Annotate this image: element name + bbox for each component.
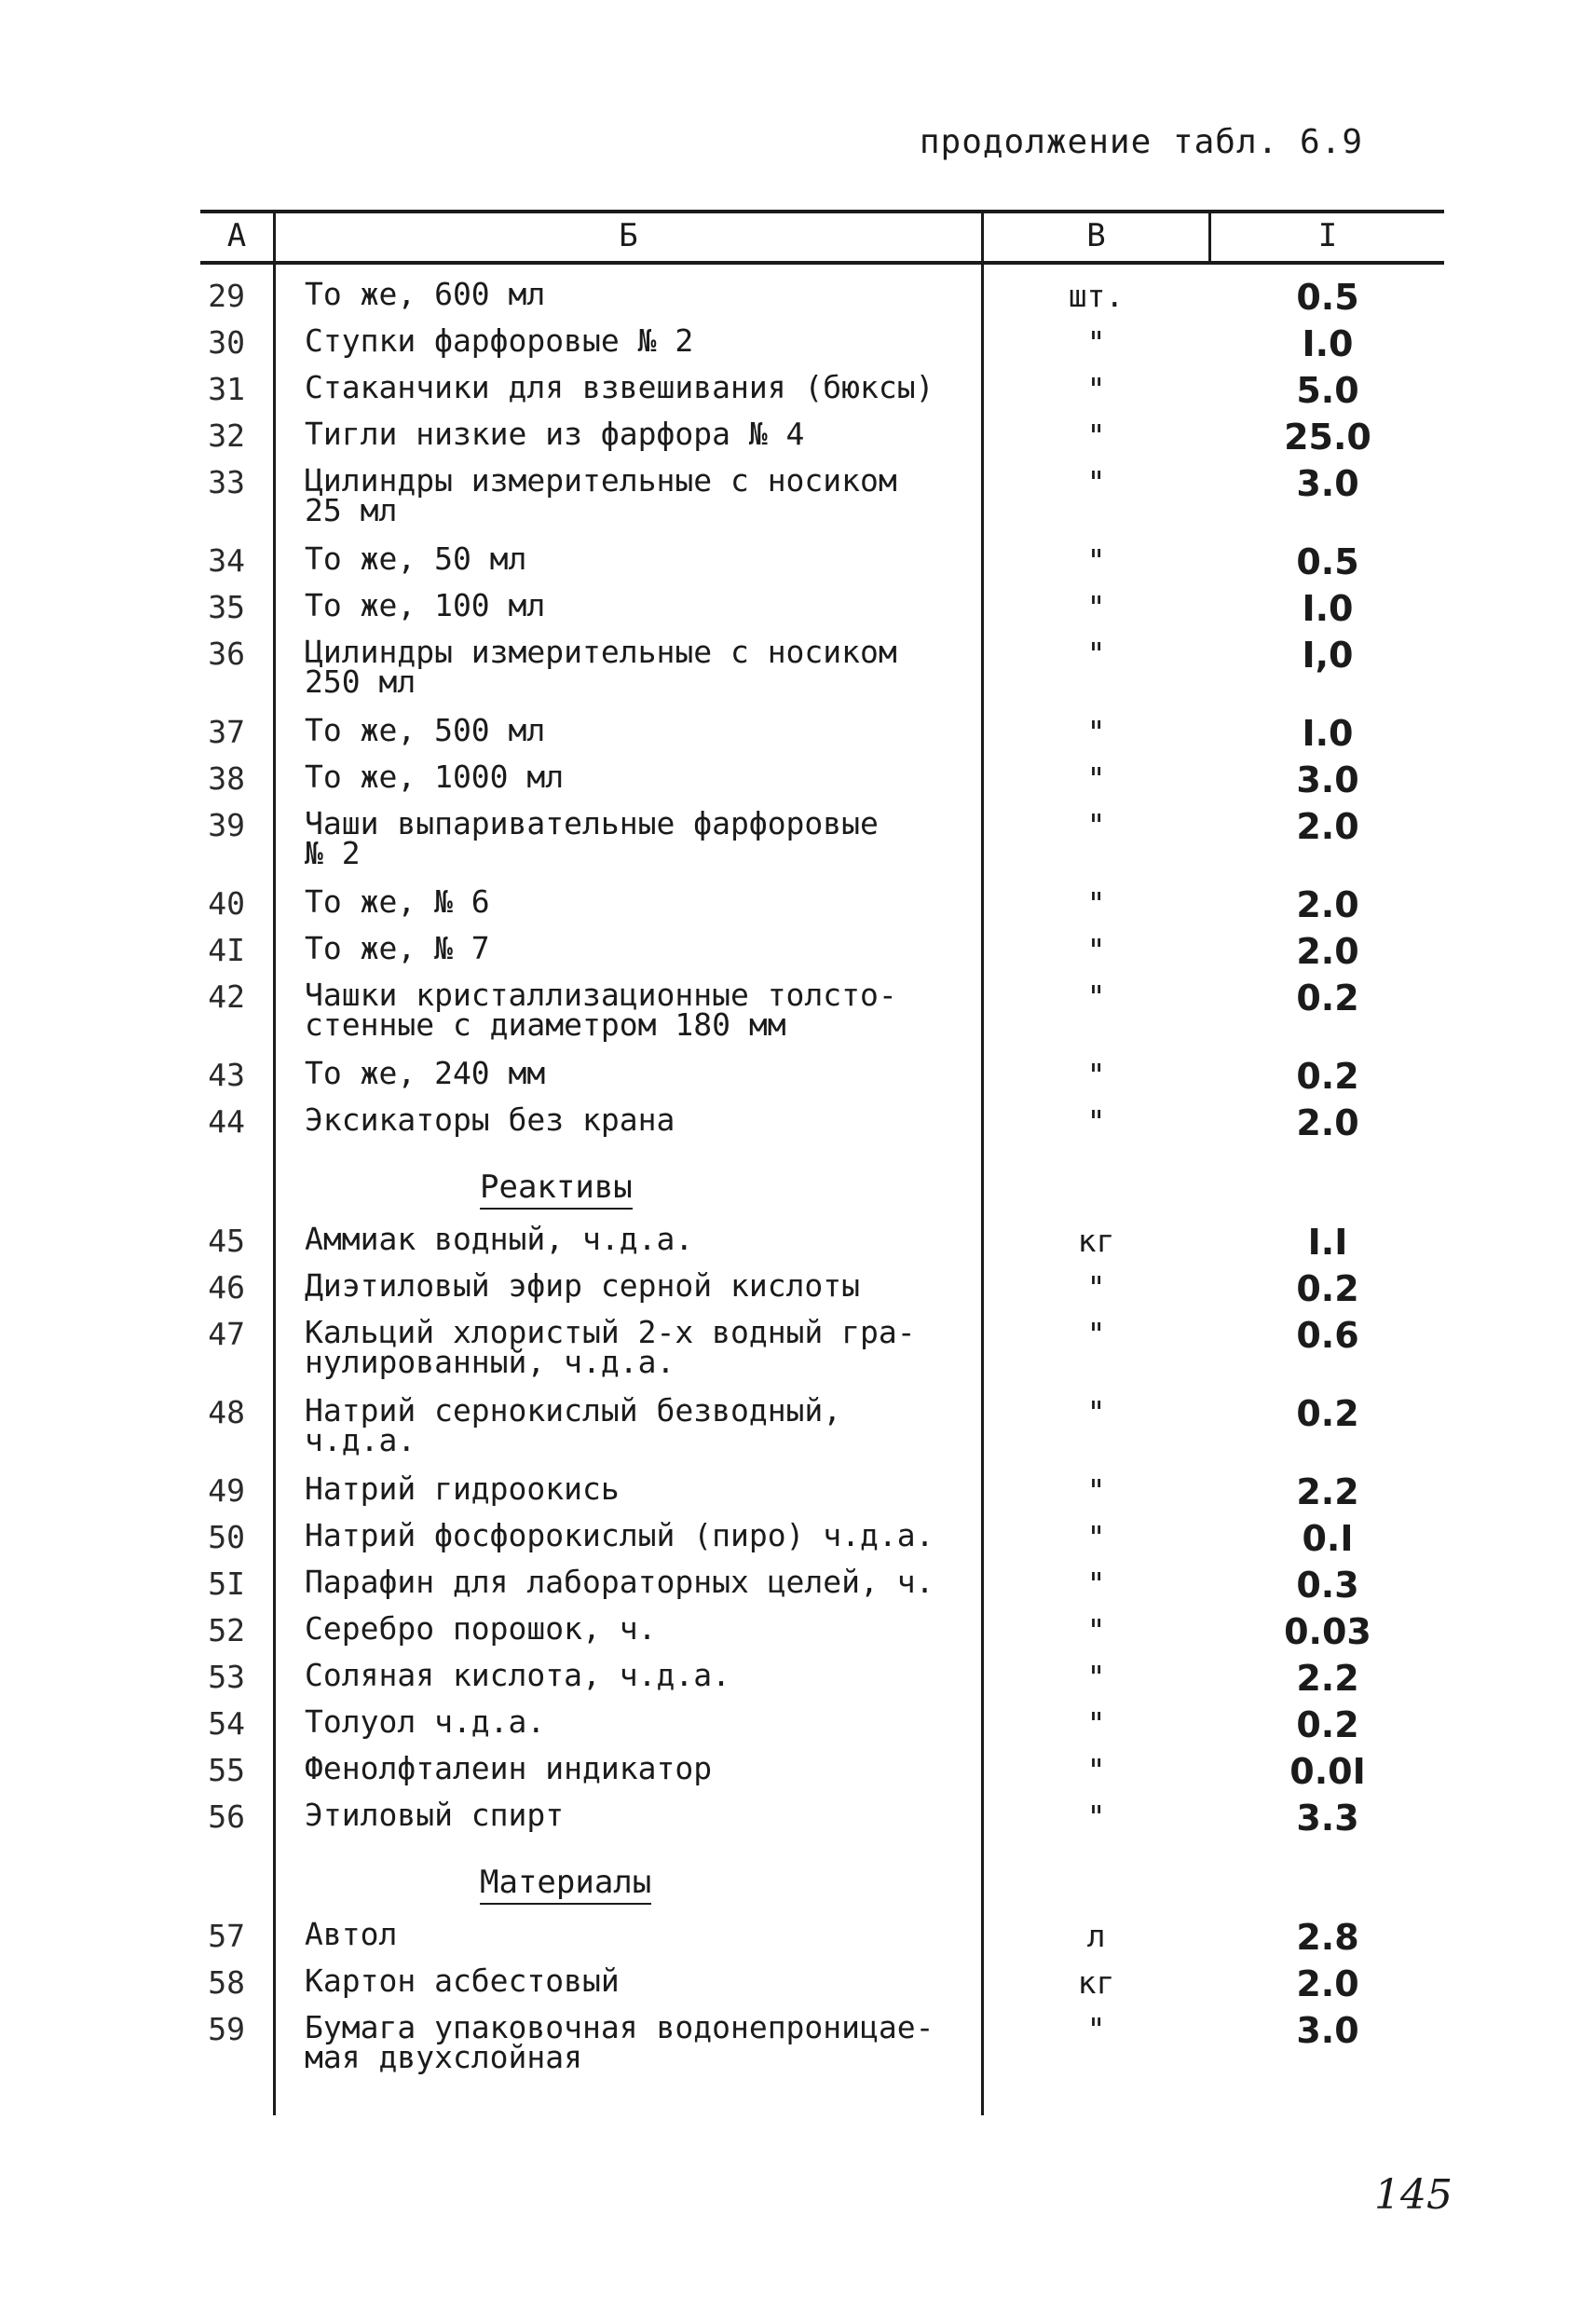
table-row [200, 322, 1444, 373]
row-number: 32 [208, 417, 245, 454]
table-row [200, 1470, 1444, 1521]
row-group-reagents [200, 1221, 1444, 1847]
section-title-reagents: Реактивы [480, 1169, 633, 1210]
row-quantity: 3.3 [1296, 1798, 1359, 1839]
row-item-name: Чашки кристаллизационные толсто- стенные с диаметром 180 мм [305, 977, 897, 1043]
table-row [200, 462, 1444, 544]
row-quantity: I.0 [1302, 588, 1354, 629]
row-unit: " [1086, 417, 1106, 454]
row-number: 40 [208, 885, 245, 922]
row-item-name: Эксикаторы без крана [305, 1101, 675, 1138]
row-item-name: Чаши выпаривательные фарфоровые № 2 [305, 805, 879, 871]
row-number: 33 [208, 464, 245, 500]
row-unit: " [1086, 885, 1106, 922]
table-row [200, 416, 1444, 466]
row-item-name: Соляная кислота, ч.д.а. [305, 1657, 730, 1693]
row-quantity: 0.3 [1296, 1565, 1359, 1606]
section-title-materials: Материалы [480, 1864, 651, 1905]
row-quantity: 0.0I [1289, 1751, 1366, 1792]
row-item-name: То же, 240 мм [305, 1055, 546, 1091]
row-quantity: 2.0 [1296, 931, 1359, 972]
row-item-name: Кальций хлористый 2-х водный гра- нулированный, ч.д.а. [305, 1314, 916, 1380]
table-row [200, 1564, 1444, 1614]
row-item-name: Стаканчики для взвешивания (бюксы) [305, 369, 934, 405]
row-number: 49 [208, 1472, 245, 1509]
row-unit: " [1086, 714, 1106, 750]
table-row [200, 805, 1444, 887]
row-unit: " [1086, 324, 1106, 361]
row-number: 54 [208, 1705, 245, 1742]
table-row [200, 977, 1444, 1059]
row-number: 56 [208, 1798, 245, 1835]
row-unit: л [1086, 1918, 1106, 1954]
row-number: 30 [208, 324, 245, 361]
row-item-name: Диэтиловый эфир серной кислоты [305, 1267, 861, 1304]
table-row [200, 1221, 1444, 1271]
table-row [200, 1267, 1444, 1318]
row-number: 36 [208, 636, 245, 672]
row-number: 46 [208, 1269, 245, 1306]
row-item-name: Толуол ч.д.а. [305, 1703, 546, 1740]
row-quantity: 2.0 [1296, 884, 1359, 925]
equipment-table [200, 210, 1444, 2115]
row-item-name: Парафин для лабораторных целей, ч. [305, 1564, 934, 1600]
row-unit: кг [1077, 1964, 1115, 2001]
table-row [200, 369, 1444, 419]
row-number: 34 [208, 542, 245, 579]
row-number: 52 [208, 1612, 245, 1648]
row-unit: " [1086, 1057, 1106, 1093]
row-quantity: 25.0 [1284, 417, 1371, 458]
table-row [200, 1962, 1444, 2013]
row-quantity: I,0 [1302, 635, 1354, 676]
row-unit: " [1086, 371, 1106, 407]
table-row [200, 540, 1444, 591]
row-quantity: 0.I [1302, 1518, 1354, 1559]
row-quantity: 2.2 [1296, 1658, 1359, 1699]
row-item-name: Картон асбестовый [305, 1962, 620, 1999]
row-unit: " [1086, 1103, 1106, 1140]
row-item-name: Натрий гидроокись [305, 1470, 620, 1507]
row-item-name: Натрий сернокислый безводный, ч.д.а. [305, 1392, 842, 1458]
table-row [200, 1392, 1444, 1474]
row-quantity: 0.2 [1296, 1393, 1359, 1434]
row-number: 55 [208, 1752, 245, 1788]
row-item-name: Бумага упаковочная водонепроницае- мая двухслойная [305, 2009, 934, 2075]
row-number: 57 [208, 1918, 245, 1954]
section-materials [200, 1847, 1444, 1920]
row-quantity: I.I [1307, 1222, 1348, 1263]
table-row [200, 1055, 1444, 1105]
table-row [200, 1657, 1444, 1707]
table-caption: продолжение табл. 6.9 [919, 123, 1363, 161]
table-row [200, 1101, 1444, 1152]
row-item-name: Аммиак водный, ч.д.а. [305, 1221, 694, 1257]
table-row [200, 930, 1444, 980]
row-number: 31 [208, 371, 245, 407]
row-number: 39 [208, 807, 245, 843]
row-group-materials [200, 1916, 1444, 2091]
row-number: 59 [208, 2011, 245, 2047]
header-col-c: В [1086, 217, 1106, 254]
row-item-name: Тигли низкие из фарфора № 4 [305, 416, 805, 452]
section-reagents [200, 1152, 1444, 1224]
row-unit: " [1086, 542, 1106, 579]
row-number: 48 [208, 1394, 245, 1430]
row-item-name: Цилиндры измерительные с носиком 25 мл [305, 462, 897, 528]
row-number: 43 [208, 1057, 245, 1093]
row-item-name: То же, 1000 мл [305, 759, 565, 795]
page-number: 145 [1374, 2171, 1453, 2219]
row-unit: " [1086, 1612, 1106, 1648]
row-quantity: 3.0 [1296, 2010, 1359, 2051]
row-item-name: То же, № 7 [305, 930, 490, 966]
table-row [200, 1703, 1444, 1754]
row-number: 42 [208, 978, 245, 1015]
row-number: 4I [208, 932, 245, 968]
row-number: 58 [208, 1964, 245, 2001]
row-item-name: Фенолфталеин индикатор [305, 1750, 713, 1786]
table-row [200, 759, 1444, 809]
row-quantity: 0.6 [1296, 1315, 1359, 1356]
row-number: 5I [208, 1566, 245, 1602]
row-item-name: То же, № 6 [305, 883, 490, 920]
table-row [200, 1750, 1444, 1800]
row-quantity: I.0 [1302, 323, 1354, 364]
row-quantity: I.0 [1302, 713, 1354, 754]
table-row [200, 712, 1444, 762]
row-quantity: 0.5 [1296, 541, 1359, 582]
row-unit: " [1086, 1798, 1106, 1835]
row-number: 35 [208, 589, 245, 625]
row-unit: " [1086, 589, 1106, 625]
table-row [200, 1916, 1444, 1966]
row-quantity: 0.2 [1296, 1704, 1359, 1745]
table-row [200, 1797, 1444, 1847]
row-item-name: То же, 600 мл [305, 276, 546, 312]
row-unit: " [1086, 1752, 1106, 1788]
row-group-glassware [200, 276, 1444, 1152]
row-unit: " [1086, 1566, 1106, 1602]
row-unit: " [1086, 1316, 1106, 1352]
table-row [200, 2009, 1444, 2091]
row-quantity: 0.5 [1296, 277, 1359, 318]
row-unit: " [1086, 464, 1106, 500]
row-unit: " [1086, 978, 1106, 1015]
row-number: 50 [208, 1519, 245, 1555]
row-item-name: Автол [305, 1916, 398, 1952]
row-unit: " [1086, 1394, 1106, 1430]
row-quantity: 0.03 [1284, 1611, 1371, 1652]
row-unit: " [1086, 932, 1106, 968]
row-quantity: 2.2 [1296, 1471, 1359, 1512]
row-quantity: 0.2 [1296, 1056, 1359, 1097]
table-row [200, 883, 1444, 934]
row-unit: кг [1077, 1223, 1115, 1259]
row-unit: " [1086, 1705, 1106, 1742]
row-unit: " [1086, 636, 1106, 672]
row-number: 29 [208, 278, 245, 314]
row-unit: " [1086, 760, 1106, 797]
row-number: 47 [208, 1316, 245, 1352]
row-quantity: 2.8 [1296, 1917, 1359, 1958]
row-number: 45 [208, 1223, 245, 1259]
row-unit: " [1086, 2011, 1106, 2047]
row-item-name: Цилиндры измерительные с носиком 250 мл [305, 634, 897, 700]
row-quantity: 5.0 [1296, 370, 1359, 411]
row-item-name: Ступки фарфоровые № 2 [305, 322, 694, 359]
row-unit: " [1086, 1519, 1106, 1555]
row-item-name: Натрий фосфорокислый (пиро) ч.д.а. [305, 1517, 934, 1553]
table-header-rule [200, 261, 1444, 265]
row-quantity: 2.0 [1296, 806, 1359, 847]
table-row [200, 1314, 1444, 1396]
table-body [200, 276, 1444, 2091]
row-number: 38 [208, 760, 245, 797]
row-quantity: 0.2 [1296, 978, 1359, 1019]
table-row [200, 587, 1444, 637]
row-item-name: Серебро порошок, ч. [305, 1610, 657, 1647]
row-unit: " [1086, 1659, 1106, 1695]
header-col-b: Б [619, 217, 638, 254]
row-unit: шт. [1068, 278, 1125, 314]
table-top-rule [200, 210, 1444, 213]
row-quantity: 2.0 [1296, 1102, 1359, 1143]
row-quantity: 3.0 [1296, 463, 1359, 504]
table-row [200, 276, 1444, 326]
row-item-name: То же, 50 мл [305, 540, 527, 577]
table-row [200, 634, 1444, 716]
row-quantity: 0.2 [1296, 1268, 1359, 1309]
row-quantity: 2.0 [1296, 1963, 1359, 2004]
row-quantity: 3.0 [1296, 759, 1359, 800]
header-col-a: А [226, 217, 247, 254]
row-number: 37 [208, 714, 245, 750]
row-item-name: То же, 500 мл [305, 712, 546, 748]
row-item-name: Этиловый спирт [305, 1797, 565, 1833]
row-item-name: То же, 100 мл [305, 587, 546, 623]
table-row [200, 1610, 1444, 1661]
row-number: 44 [208, 1103, 245, 1140]
row-unit: " [1086, 1472, 1106, 1509]
row-number: 53 [208, 1659, 245, 1695]
table-row [200, 1517, 1444, 1567]
row-unit: " [1086, 807, 1106, 843]
header-col-d: I [1317, 217, 1338, 254]
row-unit: " [1086, 1269, 1106, 1306]
